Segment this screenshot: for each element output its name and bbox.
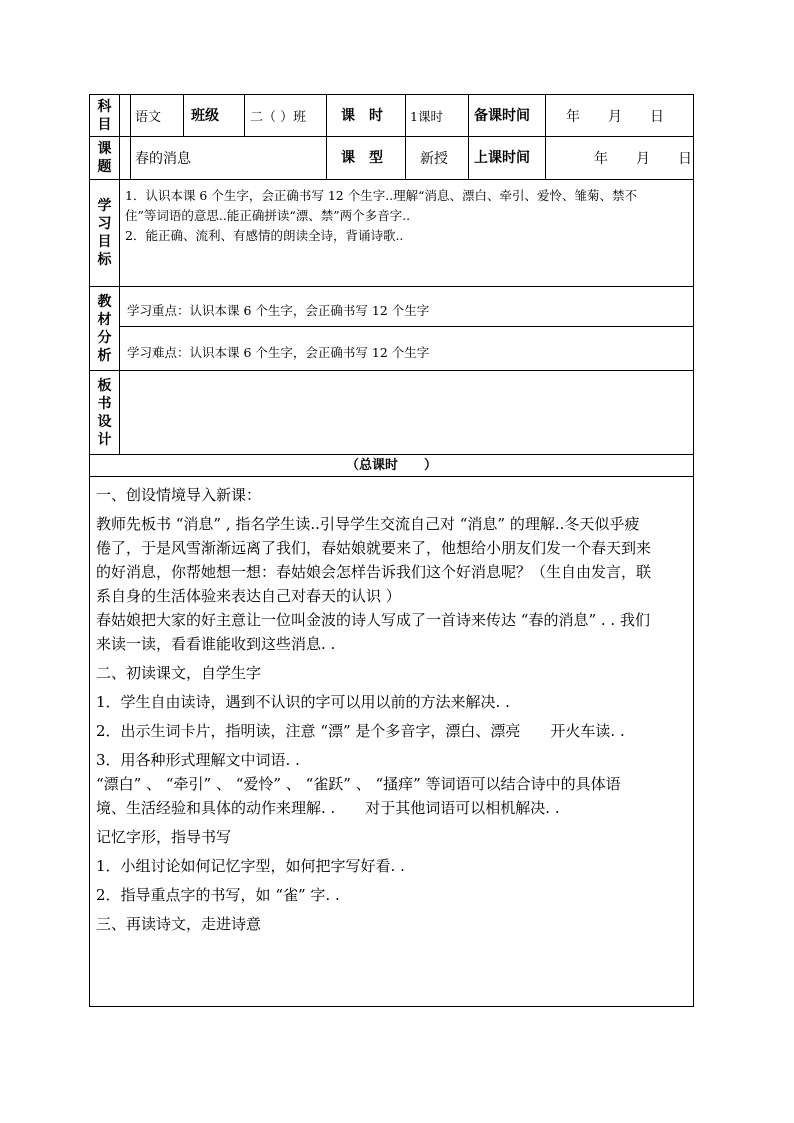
class-time-value: 年 月 日 (594, 151, 692, 167)
content-line: 教师先板书 “消息” , 指名学生读..引导学生交流自己对 “消息” 的理解..冬天似乎疲 (96, 515, 640, 533)
content-line: 二、初读课文，自学生字 (96, 664, 262, 682)
objectives-text (119, 186, 694, 246)
objective-line: 1．认识本课 6 个生字，会正确书写 12 个生字..理解“消息、漂白、牵引、爱怜、雏菊、禁不 (125, 188, 638, 203)
content-line: 三、再读诗文，走进诗意 (96, 915, 262, 933)
topic-value: 春的消息 (135, 151, 191, 167)
subject-label: 科 目 (97, 98, 112, 133)
col-divider (326, 94, 327, 179)
topic-label: 课 题 (97, 141, 112, 175)
type-value: 新授 (420, 151, 448, 167)
row-divider (89, 476, 694, 477)
content-line: 春姑娘把大家的好主意让一位叫金波的诗人写成了一首诗来传达 “春的消息” . . 我们 (96, 611, 650, 629)
content-line: 系自身的生活体验来表达自己对春天的认识 ） (96, 587, 401, 605)
col-divider (244, 94, 245, 136)
row-divider (89, 286, 694, 287)
content-line: 3．用各种形式理解文中词语. . (96, 751, 300, 769)
content-line: 2．出示生词卡片，指明读，注意 “漂” 是个多音字，漂白、漂亮 开火车读. . (96, 722, 625, 740)
objective-line: 2．能正确、流利、有感情的朗读全诗，背诵诗歌.. (125, 228, 404, 243)
content-line: “漂白” 、 “牵引” 、 “爱怜” 、 “雀跃” 、 “搔痒” 等词语可以结合诗中的具体语 (96, 775, 621, 793)
content-line: 倦了，于是风雪渐渐远离了我们，春姑娘就要来了，他想给小朋友们发一个春天到来 (96, 539, 652, 557)
col-divider (130, 94, 131, 179)
row-divider (89, 179, 694, 180)
content-line: 1．小组讨论如何记忆字型，如何把字写好看. . (96, 857, 405, 875)
col-divider (183, 94, 184, 136)
content-line: 2．指导重点字的书写，如 “雀” 字. . (96, 886, 340, 904)
lesson-content (96, 483, 690, 936)
key-point: 学习重点：认识本课 6 个生字，会正确书写 12 个生字 (127, 303, 430, 318)
content-line: 1．学生自由读诗，遇到不认识的字可以用以前的方法来解决. . (96, 693, 510, 711)
class-time-label: 上课时间 (474, 150, 530, 166)
objectives-label: 学 习 目 标 (97, 198, 112, 268)
difficulty: 学习难点：认识本课 6 个生字，会正确书写 12 个生字 (127, 345, 430, 360)
content-line: 记忆字形，指导书写 (96, 828, 232, 846)
objective-line: 住”等词语的意思..能正确拼读“漂、禁”两个多音字.. (125, 208, 411, 223)
type-label: 课 型 (341, 150, 383, 166)
col-divider (405, 94, 406, 179)
class-value: 二（ ）班 (250, 110, 307, 125)
col-divider (468, 94, 469, 179)
board-design-label: 板 书 设 计 (97, 377, 112, 448)
content-line: 境、生活经验和具体的动作来理解. . 对于其他词语可以相机解决. . (96, 799, 560, 817)
content-line: 来读一读，看看谁能收到这些消息. . (96, 635, 336, 653)
content-line: 的好消息，你帮她想一想：春姑娘会怎样告诉我们这个好消息呢？（生自由发言，联 (96, 563, 652, 581)
row-divider (119, 326, 694, 327)
period-value: 1课时 (410, 108, 443, 124)
prep-time-value: 年 月 日 (566, 108, 664, 125)
total-periods: （总课时 ） (345, 457, 437, 473)
prep-time-label: 备课时间 (474, 107, 530, 124)
board-design-area (120, 371, 693, 454)
class-label: 班级 (191, 107, 219, 124)
col-divider (545, 94, 546, 179)
subject-value: 语文 (135, 110, 162, 125)
analysis-label: 教 材 分 析 (97, 293, 112, 364)
period-label: 课 时 (341, 107, 383, 124)
content-line: 一、创设情境导入新课： (96, 486, 262, 504)
